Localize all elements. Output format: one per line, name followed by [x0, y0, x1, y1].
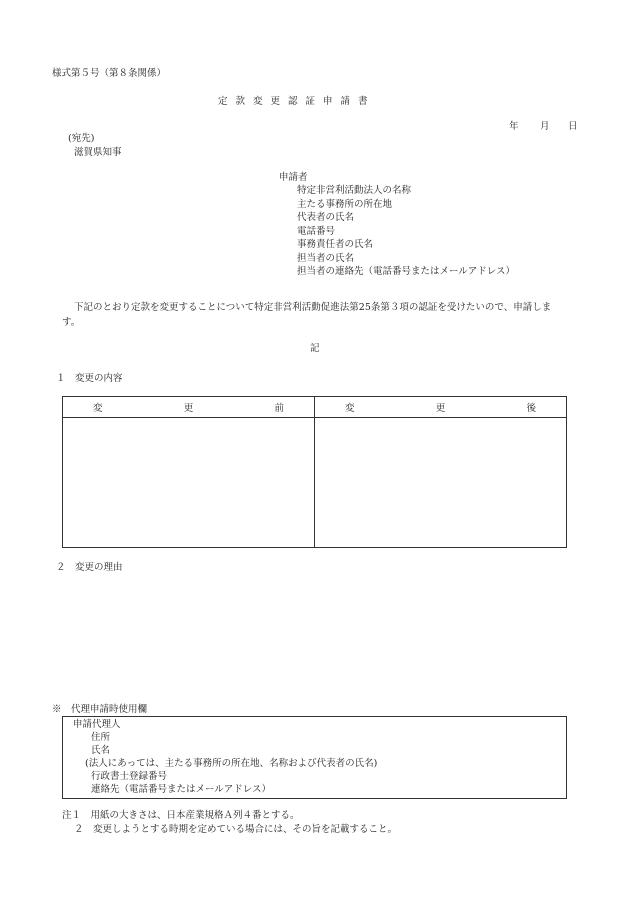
section2-heading: ２ 変更の理由 — [56, 562, 123, 573]
applicant-label: 申請者 — [279, 172, 308, 183]
body-text-continued: す。 — [62, 317, 81, 328]
note: ２ 変更しようとする時期を定めている場合には、その旨を記載すること。 — [74, 824, 398, 835]
proxy-line: 申請代理人 — [73, 719, 121, 730]
before-cell[interactable] — [63, 418, 315, 548]
applicant-field: 担当者の氏名 — [297, 253, 355, 264]
applicant-field: 担当者の連絡先（電話番号またはメールアドレス） — [297, 266, 516, 277]
addressee-name: 滋賀県知事 — [74, 147, 122, 158]
form-number: 様式第５号（第８条関係） — [52, 68, 167, 79]
table-body-row — [63, 418, 567, 548]
after-cell[interactable] — [315, 418, 567, 548]
applicant-field: 主たる事務所の所在地 — [297, 199, 393, 210]
section1-heading: １ 変更の内容 — [56, 373, 123, 384]
date-day: 日 — [568, 121, 578, 132]
proxy-line: 住所 — [91, 732, 111, 743]
proxy-line: 行政書士登録番号 — [91, 771, 168, 782]
proxy-box — [62, 716, 567, 799]
body-text: 下記のとおり定款を変更することについて特定非営利活動促進法第25条第３項の認証を受けたいので、申請しま — [74, 302, 552, 313]
proxy-line: (法人にあっては、主たる事務所の所在地、名称および代表者の氏名) — [85, 758, 378, 769]
applicant-field: 代表者の氏名 — [297, 212, 355, 223]
changes-table — [62, 396, 567, 548]
table-header-row — [63, 397, 567, 418]
date-year: 年 — [509, 121, 519, 132]
applicant-field: 特定非営利活動法人の名称 — [297, 185, 412, 196]
proxy-line: 氏名 — [91, 745, 111, 756]
after-header: 変 更 後 — [315, 397, 567, 418]
proxy-line: 連絡先（電話番号またはメールアドレス） — [91, 784, 272, 795]
before-header: 変 更 前 — [63, 397, 315, 418]
note: 注１ 用紙の大きさは、日本産業規格Ａ列４番とする。 — [62, 810, 300, 821]
applicant-field: 事務責任者の氏名 — [297, 239, 374, 250]
date-month: 月 — [540, 121, 550, 132]
applicant-field: 電話番号 — [297, 226, 336, 237]
ki-marker: 記 — [310, 343, 320, 354]
addressee-label: (宛先) — [68, 133, 95, 144]
document-title: 定款変更認証申請書 — [218, 96, 376, 107]
proxy-heading: ※ 代理申請時使用欄 — [52, 704, 148, 715]
